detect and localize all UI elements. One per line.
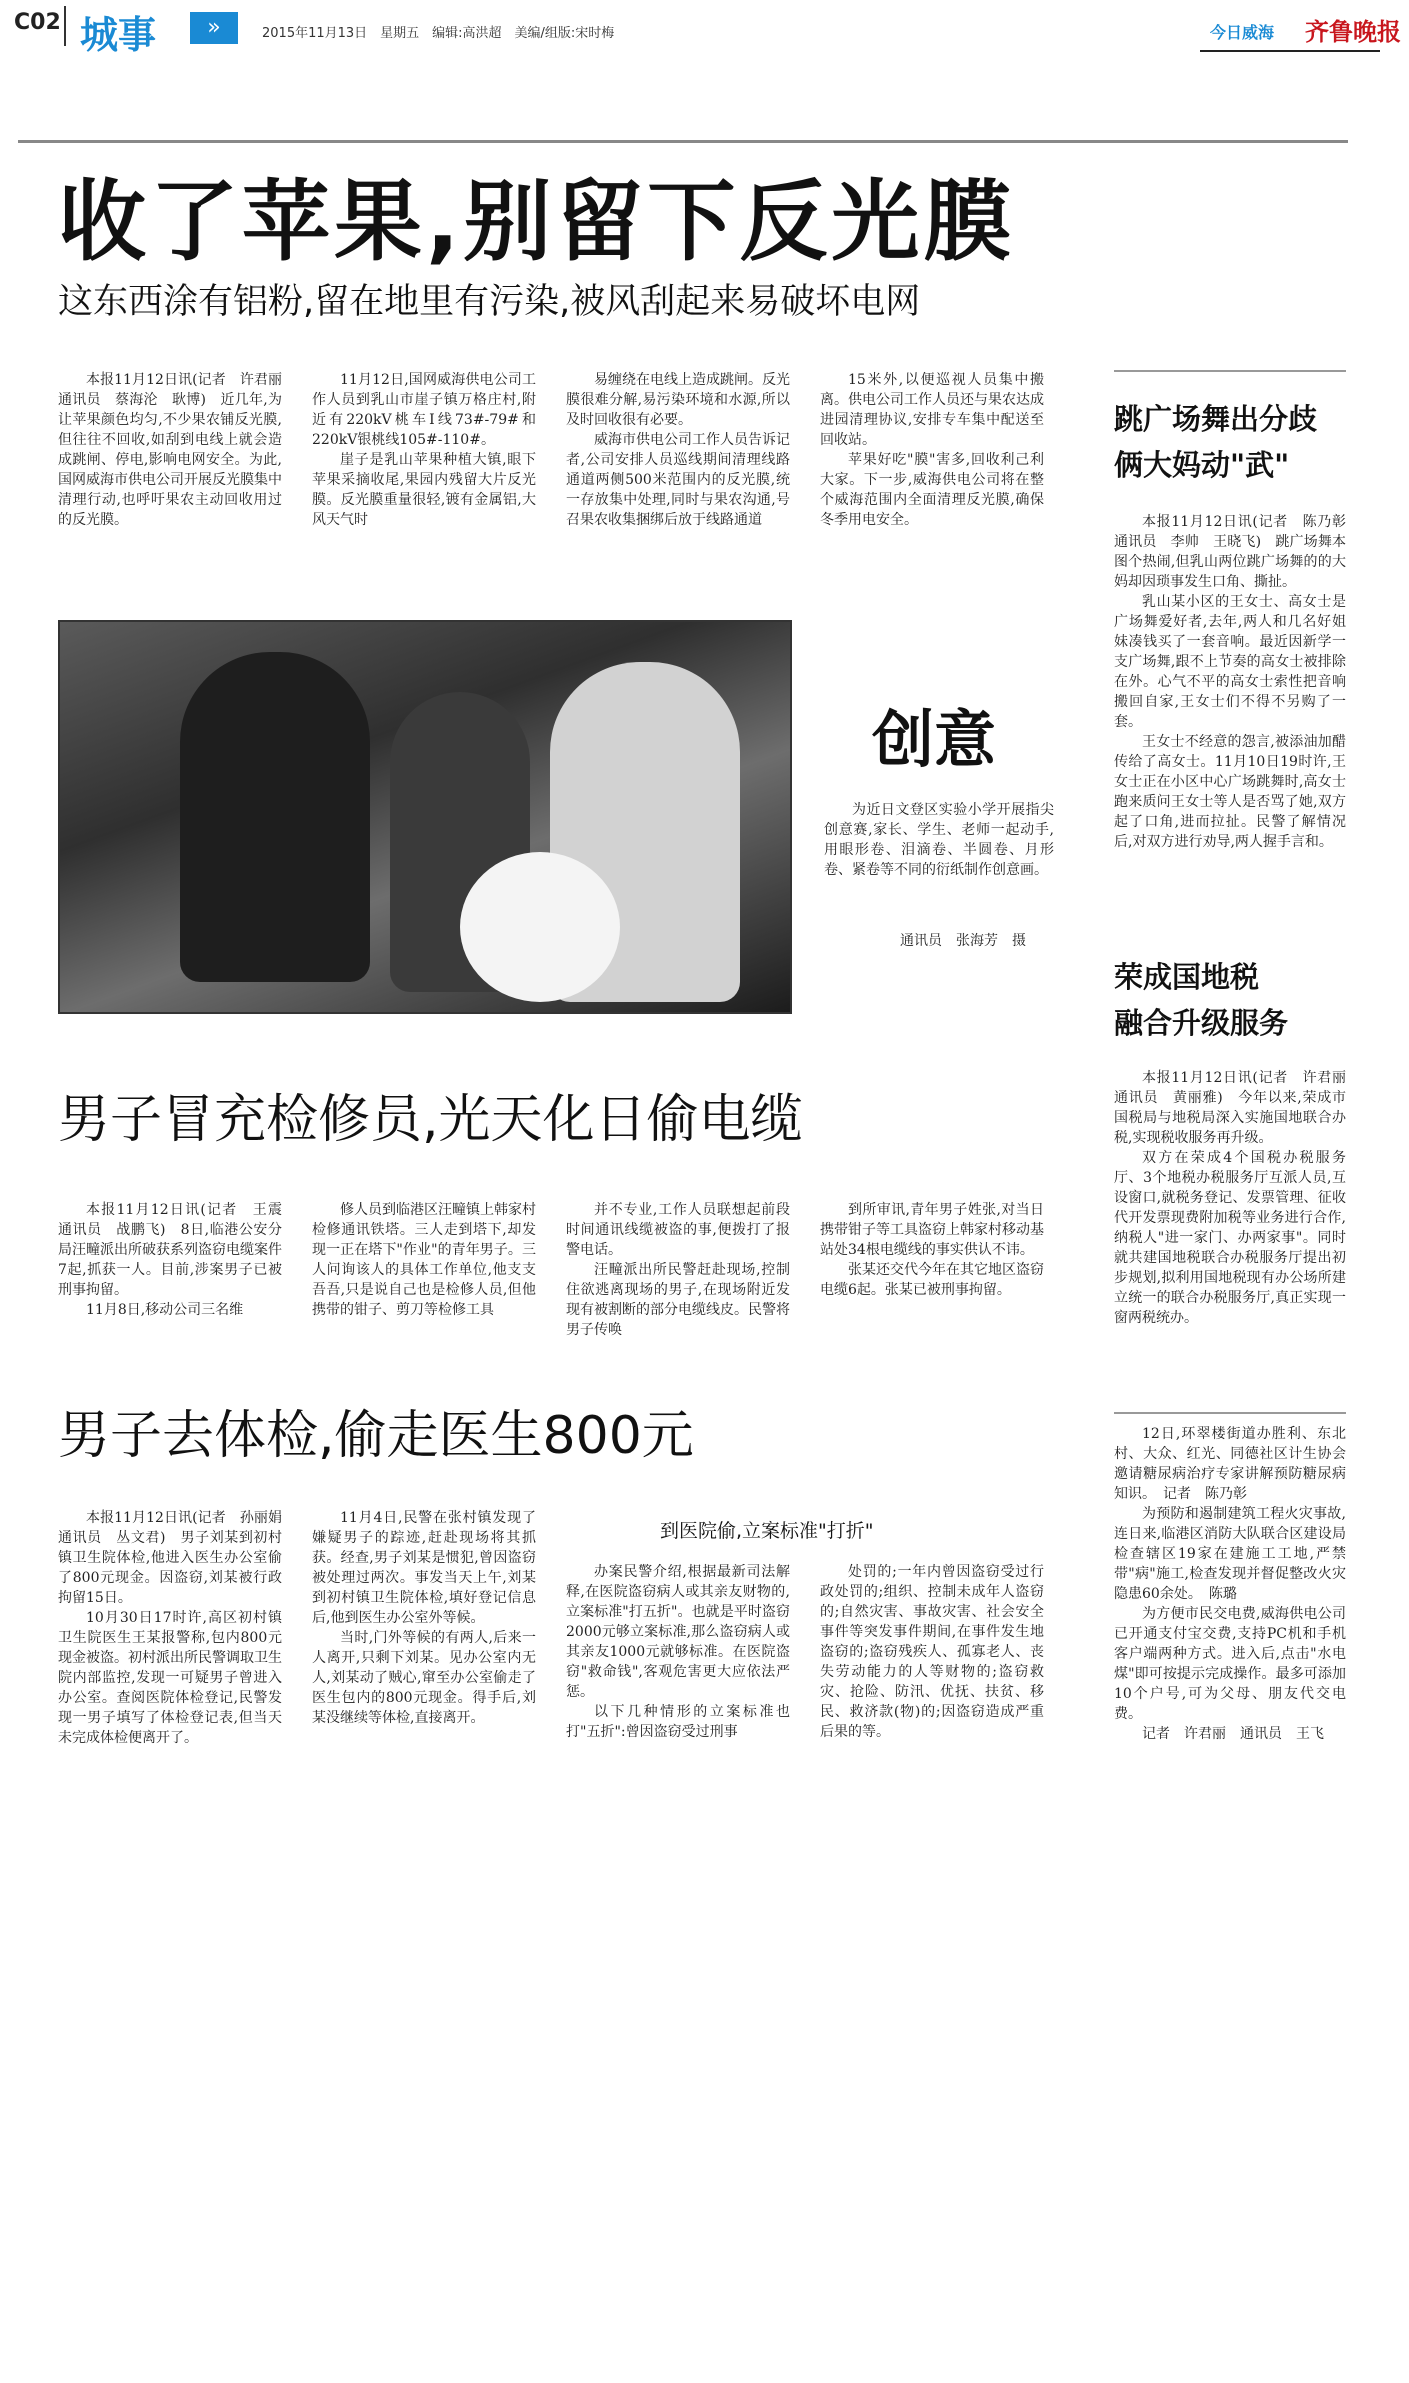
- sidebar-rule-top: [1114, 370, 1346, 372]
- paragraph: 处罚的;一年内曾因盗窃受过行政处罚的;组织、控制未成年人盗窃的;自然灾害、事故灾害、社会安全事件等突发事件期间,在事件发生地盗窃的;盗窃残疾人、孤寡老人、丧失劳动能力的人等财物的;盗窃救灾、抢险、防汛、优抚、扶贫、移民、救济款(物)的;因盗窃造成严重后果的等。: [820, 1564, 1044, 1740]
- paragraph: 易缠绕在电线上造成跳闸。反光膜很难分解,易污染环境和水源,所以及时回收很有必要。: [566, 372, 790, 428]
- side1-headline-line1: 跳广场舞出分歧: [1114, 402, 1318, 436]
- lead-col-4: [820, 370, 1044, 530]
- caption-text: 为近日文登区实验小学开展指尖创意赛,家长、学生、老师一起动手,用眼形卷、泪滴卷、半圆卷、月形卷、紧卷等不同的衍纸制作创意画。: [824, 802, 1054, 878]
- side2-headline-line1: 荣成国地税: [1114, 960, 1260, 994]
- brief-item: 为方便市民交电费,威海供电公司已开通支付宝交费,支持PC机和手机客户端两种方式。进入后,点击"水电煤"即可按提示完成操作。最多可添加10个户号,可为父母、朋友代交电费。: [1114, 1606, 1346, 1722]
- lead-headline: 收了苹果,别留下反光膜: [58, 170, 1016, 273]
- story3-col-1: [58, 1508, 296, 1748]
- paragraph: 当时,门外等候的有两人,后来一人离开,只剩下刘某。见办公室内无人,刘某动了贼心,窜至办公室偷走了医生包内的800元现金。得手后,刘某没继续等体检,直接离开。: [312, 1630, 536, 1726]
- section-arrow-icon: »: [190, 12, 238, 44]
- paragraph: 修人员到临港区汪疃镇上韩家村检修通讯铁塔。三人走到塔下,却发现一正在塔下"作业"的青年男子。三人问询该人的具体工作单位,他支支吾吾,只是说自己也是检修人员,但他携带的钳子、剪刀等检修工具: [312, 1202, 536, 1318]
- story3-box-title: 到医院偷,立案标准"打折": [660, 1520, 874, 1542]
- story3-box-col-1: [566, 1562, 790, 1742]
- lead-subheadline: 这东西涂有铝粉,留在地里有污染,被风刮起来易破坏电网: [58, 282, 921, 322]
- photo-title: 创意: [872, 703, 997, 776]
- paragraph: 崖子是乳山苹果种植大镇,眼下苹果采摘收尾,果园内残留大片反光膜。反光膜重量很轻,镀有金属铝,大风天气时: [312, 452, 536, 528]
- lead-col-3: [566, 370, 790, 530]
- photo-figure-1: [180, 652, 370, 982]
- news-photo: [58, 620, 792, 1014]
- paragraph: 到所审讯,青年男子姓张,对当日携带钳子等工具盗窃上韩家村移动基站处34根电缆线的事实供认不讳。: [820, 1202, 1044, 1258]
- story3-headline: 男子去体检,偷走医生800元: [58, 1406, 694, 1466]
- paragraph: 本报11月12日讯(记者 王震 通讯员 战鹏飞) 8日,临港公安分局汪疃派出所破获系列盗窃电缆案件7起,抓获一人。目前,涉案男子已被刑事拘留。: [58, 1202, 296, 1298]
- brief-item: 为预防和遏制建筑工程火灾事故,连日来,临港区消防大队联合区建设局检查辖区19家在建施工工地,严禁带"病"施工,检查发现并督促整改火灾隐患60余处。 陈璐: [1114, 1506, 1346, 1602]
- paragraph: 本报11月12日讯(记者 许君丽 通讯员 黄丽雅) 今年以来,荣成市国税局与地税局深入实施国地联合办税,实现税收服务再升级。: [1114, 1070, 1360, 1146]
- header-underline: [1200, 50, 1380, 52]
- brief-item: 12日,环翠楼街道办胜利、东北村、大众、红光、同德社区计生协会邀请糖尿病治疗专家讲解预防糖尿病知识。 记者 陈乃彰: [1114, 1426, 1346, 1502]
- photo-credit: 通讯员 张海芳 摄: [900, 933, 1026, 949]
- story2-col-1: [58, 1200, 296, 1320]
- side1-headline-line2: 俩大妈动"武": [1114, 448, 1290, 482]
- lead-col-2: [312, 370, 536, 530]
- paragraph: 本报11月12日讯(记者 陈乃彰 通讯员 李帅 王晓飞) 跳广场舞本图个热闹,但乳山两位跳广场舞的的大妈却因琐事发生口角、撕扯。: [1114, 514, 1360, 590]
- paragraph: 办案民警介绍,根据最新司法解释,在医院盗窃病人或其亲友财物的,立案标准"打五折"。也就是平时盗窃2000元够立案标准,那么盗窃病人或其亲友1000元就够标准。在医院盗窃"救命钱",客观危害更大应依法严惩。: [566, 1564, 790, 1700]
- story2-headline: 男子冒充检修员,光天化日偷电缆: [58, 1090, 803, 1150]
- side2-headline-line2: 融合升级服务: [1114, 1006, 1289, 1040]
- paragraph: 双方在荣成4个国税办税服务厅、3个地税办税服务厅互派人员,互设窗口,就税务登记、发票管理、征收代开发票现费附加税等业务进行合作,纳税人"进一家门、办两家事"。同时就共建国地税联合办税服务厅提出初步规划,拟利用国地税现有办公场所建立统一的联合办税服务厅,真正实现一窗两税统办。: [1114, 1150, 1346, 1326]
- paragraph: 汪疃派出所民警赶赴现场,控制住欲逃离现场的男子,在现场附近发现有被割断的部分电缆线皮。民警将男子传唤: [566, 1262, 790, 1338]
- story2-col-2: [312, 1200, 536, 1320]
- story2-col-3: [566, 1200, 790, 1340]
- paragraph: 11月4日,民警在张村镇发现了嫌疑男子的踪迹,赶赴现场将其抓获。经查,男子刘某是惯犯,曾因盗窃被处理过两次。事发当天上午,刘某到初村镇卫生院体检,填好登记信息后,他到医生办公室外等候。: [312, 1510, 536, 1626]
- header-meta: 2015年11月13日 星期五 编辑:高洪超 美编/组版:宋时梅: [262, 26, 615, 41]
- side3-briefs: [1114, 1424, 1346, 1744]
- paragraph: 11月12日,国网威海供电公司工作人员到乳山市崖子镇万格庄村,附近有220kV桃车Ⅰ线73#-79#和220kV银桃线105#-110#。: [312, 372, 536, 448]
- paragraph: 以下几种情形的立案标准也打"五折":曾因盗窃受过刑事: [566, 1704, 790, 1740]
- paragraph: 本报11月12日讯(记者 许君丽 通讯员 蔡海沦 耿博) 近几年,为让苹果颜色均匀,不少果农铺反光膜,但往往不回收,如刮到电线上就会造成跳闸、停电,影响电网安全。为此,国网威海市供电公司开展反光膜集中清理行动,也呼吁果农主动回收用过的反光膜。: [58, 372, 296, 528]
- paragraph: 10月30日17时许,高区初村镇卫生院医生王某报警称,包内800元现金被盗。初村派出所民警调取卫生院内部监控,发现一可疑男子曾进入办公室。查阅医院体检登记,民警发现一男子填写了体检登记表,但当天未完成体检便离开了。: [58, 1610, 282, 1746]
- header-divider: [64, 6, 66, 46]
- paragraph: 张某还交代今年在其它地区盗窃电缆6起。张某已被刑事拘留。: [820, 1262, 1044, 1298]
- photo-flowers: [460, 852, 620, 1002]
- photo-caption: [824, 800, 1054, 880]
- paper-logo: 齐鲁晚报: [1305, 17, 1401, 46]
- paper-name-left: 今日威海: [1210, 23, 1275, 42]
- paragraph: 11月8日,移动公司三名维: [86, 1302, 244, 1318]
- paragraph: 王女士不经意的怨言,被添油加醋传给了高女士。11月10日19时许,王女士正在小区中心广场跳舞时,高女士跑来质问王女士等人是否骂了她,双方起了口角,进而拉扯。民警了解情况后,对双方进行劝导,两人握手言和。: [1114, 734, 1346, 850]
- story3-box-col-2: [820, 1562, 1044, 1742]
- page-number: C02: [14, 10, 61, 35]
- paragraph: 威海市供电公司工作人员告诉记者,公司安排人员巡线期间清理线路通道两侧500米范围内的反光膜,统一存放集中处理,同时与果农沟通,号召果农收集捆绑后放于线路通道: [566, 432, 790, 528]
- paragraph: 并不专业,工作人员联想起前段时间通讯线缆被盗的事,便拨打了报警电话。: [566, 1202, 790, 1258]
- page-header: [0, 0, 1409, 56]
- story3-col-2: [312, 1508, 536, 1728]
- lead-col-1: [58, 370, 296, 530]
- sidebar-rule-brief: [1114, 1412, 1346, 1414]
- paragraph: 本报11月12日讯(记者 孙丽娟 通讯员 丛文君) 男子刘某到初村镇卫生院体检,他进入医生办公室偷了800元现金。因盗窃,刘某被行政拘留15日。: [58, 1510, 296, 1606]
- side1-body: [1114, 512, 1360, 852]
- paragraph: 苹果好吃"膜"害多,回收利己利大家。下一步,威海供电公司将在整个威海范围内全面清理反光膜,确保冬季用电安全。: [820, 452, 1044, 528]
- story2-col-4: [820, 1200, 1044, 1300]
- paragraph: 15米外,以便巡视人员集中搬离。供电公司工作人员还与果农达成进园清理协议,安排专车集中配送至回收站。: [820, 372, 1044, 448]
- brief-item: 记者 许君丽 通讯员 王飞: [1142, 1726, 1324, 1742]
- top-rule: [18, 140, 1348, 143]
- paragraph: 乳山某小区的王女士、高女士是广场舞爱好者,去年,两人和几名好姐妹凑钱买了一套音响。最近因新学一支广场舞,跟不上节奏的高女士被排除在外。心气不平的高女士索性把音响搬回自家,王女士们不得不另购了一套。: [1114, 594, 1346, 730]
- section-title: 城事: [80, 13, 157, 57]
- side2-body: [1114, 1068, 1360, 1328]
